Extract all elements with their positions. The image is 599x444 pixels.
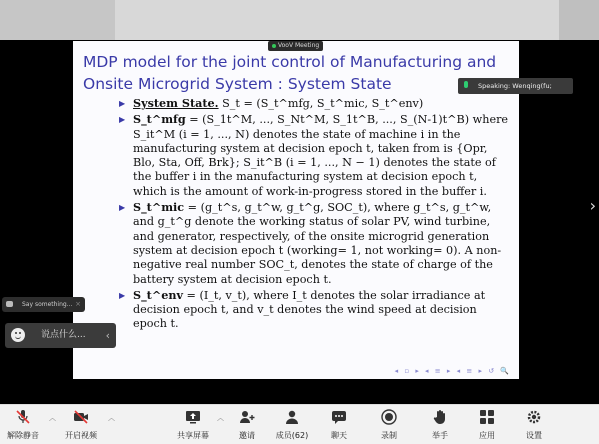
record-label: 录制 — [381, 431, 397, 440]
caret-up-icon: ︿ — [49, 414, 56, 422]
chat-bubble-icon — [6, 301, 13, 307]
meeting-toolbar — [0, 404, 599, 444]
mic-muted-icon — [15, 409, 31, 425]
unmute-label: 解除静音 — [7, 431, 39, 440]
shared-slide — [73, 41, 519, 379]
chat-preview-text: Say something... — [22, 301, 73, 308]
bullet-heading: System State. — [133, 96, 219, 110]
apps-grid-icon — [479, 409, 495, 425]
bullet-text: = (I_t, v_t), where I_t denotes the solar irradiance at decision epoch t, and v_t denotes the wind speed at decision epoch t. — [133, 288, 486, 331]
status-dot-icon — [272, 44, 276, 48]
caret-up-icon: ︿ — [217, 414, 224, 422]
invite-button[interactable] — [228, 405, 266, 444]
bullet-env-state — [119, 288, 513, 332]
raise-hand-button[interactable] — [421, 405, 459, 444]
meeting-badge-label: VooV Meeting — [278, 42, 320, 49]
start-video-label: 开启视频 — [65, 431, 97, 440]
microphone-icon — [464, 81, 468, 88]
chat-label: 聊天 — [331, 431, 347, 440]
people-icon — [284, 409, 300, 425]
settings-label: 设置 — [526, 431, 542, 440]
close-icon[interactable]: × — [75, 300, 81, 308]
bullet-symbol: S_t^mic — [133, 200, 185, 215]
share-screen-button[interactable] — [170, 405, 216, 444]
members-button[interactable] — [272, 405, 312, 444]
share-screen-label: 共享屏幕 — [177, 431, 209, 440]
caret-up-icon: ︿ — [108, 414, 115, 422]
settings-button[interactable] — [515, 405, 553, 444]
chat-preview[interactable] — [2, 297, 85, 312]
audio-options-caret[interactable] — [44, 405, 54, 444]
apps-button[interactable] — [468, 405, 506, 444]
share-options-caret[interactable] — [212, 405, 222, 444]
speaker-label: Speaking: Wenqing(fu; — [478, 82, 552, 90]
bullet-text: S_t = (S_t^mfg, S_t^mic, S_t^env) — [218, 97, 424, 110]
bullet-symbol: S_t^mfg — [133, 112, 186, 127]
add-user-icon — [239, 409, 255, 425]
active-speaker-indicator — [458, 78, 573, 94]
slide-bullets — [119, 96, 513, 333]
camera-off-icon — [73, 409, 89, 425]
apps-label: 应用 — [479, 431, 495, 440]
chat-icon — [331, 409, 347, 425]
bullet-system-state — [119, 96, 513, 111]
video-options-caret[interactable] — [103, 405, 113, 444]
bullet-mic-state — [119, 200, 513, 287]
bullet-text: = (S_1t^M, ..., S_Nt^M, S_1t^B, ..., S_(N-1)t^B) where S_it^M (i = 1, ..., N) denotes the state of machine i in the manufacturing system at decision epoch t, taken from is {Opr, Blo, Sta, Off, Brk}; S_it^B (i = 1, ..., N − 1) denotes the state of the buffer i in the manufacturing system at decision epoch t, which is the amount of work-in-progress stored in the buffer i. — [133, 113, 509, 198]
meeting-app-badge — [268, 41, 323, 51]
unmute-button[interactable] — [0, 405, 46, 444]
slide-title — [83, 51, 513, 95]
raise-hand-label: 举手 — [432, 431, 448, 440]
chevron-right-icon[interactable]: › — [589, 196, 596, 215]
emoji-icon[interactable] — [11, 328, 25, 342]
chat-input-bar[interactable] — [5, 323, 116, 348]
gear-icon — [526, 409, 542, 425]
slide-title-line-1: MDP model for the joint control of Manufacturing and — [83, 53, 497, 71]
bullet-text: = (g_t^s, g_t^w, g_t^g, SOC_t), where g_t^s, g_t^w, and g_t^g denote the working status of solar PV, wind turbine, and generator, respectively, of the onsite microgrid generation system at decision epoch t (working= 1, not working= 0). A non-negative real number SOC_t, denotes the state of charge of the battery system at decision epoch t. — [133, 201, 502, 286]
top-left-panel — [0, 0, 115, 40]
top-strip — [0, 0, 599, 40]
bullet-symbol: S_t^env — [133, 287, 183, 302]
slide-navigation-controls[interactable]: ◂ ▫ ▸ ◂ ≡ ▸ ◂ ≡ ▸ ↺ 🔍 — [394, 367, 511, 375]
invite-label: 邀请 — [239, 431, 255, 440]
chat-input-placeholder[interactable]: 说点什么... — [41, 330, 86, 340]
share-screen-icon — [185, 409, 201, 425]
members-label: 成员(62) — [275, 431, 309, 440]
hand-icon — [432, 409, 448, 425]
start-video-button[interactable] — [58, 405, 104, 444]
slide-title-line-2: Onsite Microgrid System : System State — [83, 75, 392, 93]
chat-button[interactable] — [320, 405, 358, 444]
chevron-left-icon[interactable]: ‹ — [105, 329, 110, 342]
top-right-panel — [559, 0, 599, 40]
record-icon — [381, 409, 397, 425]
bullet-mfg-state — [119, 112, 513, 199]
record-button[interactable] — [370, 405, 408, 444]
